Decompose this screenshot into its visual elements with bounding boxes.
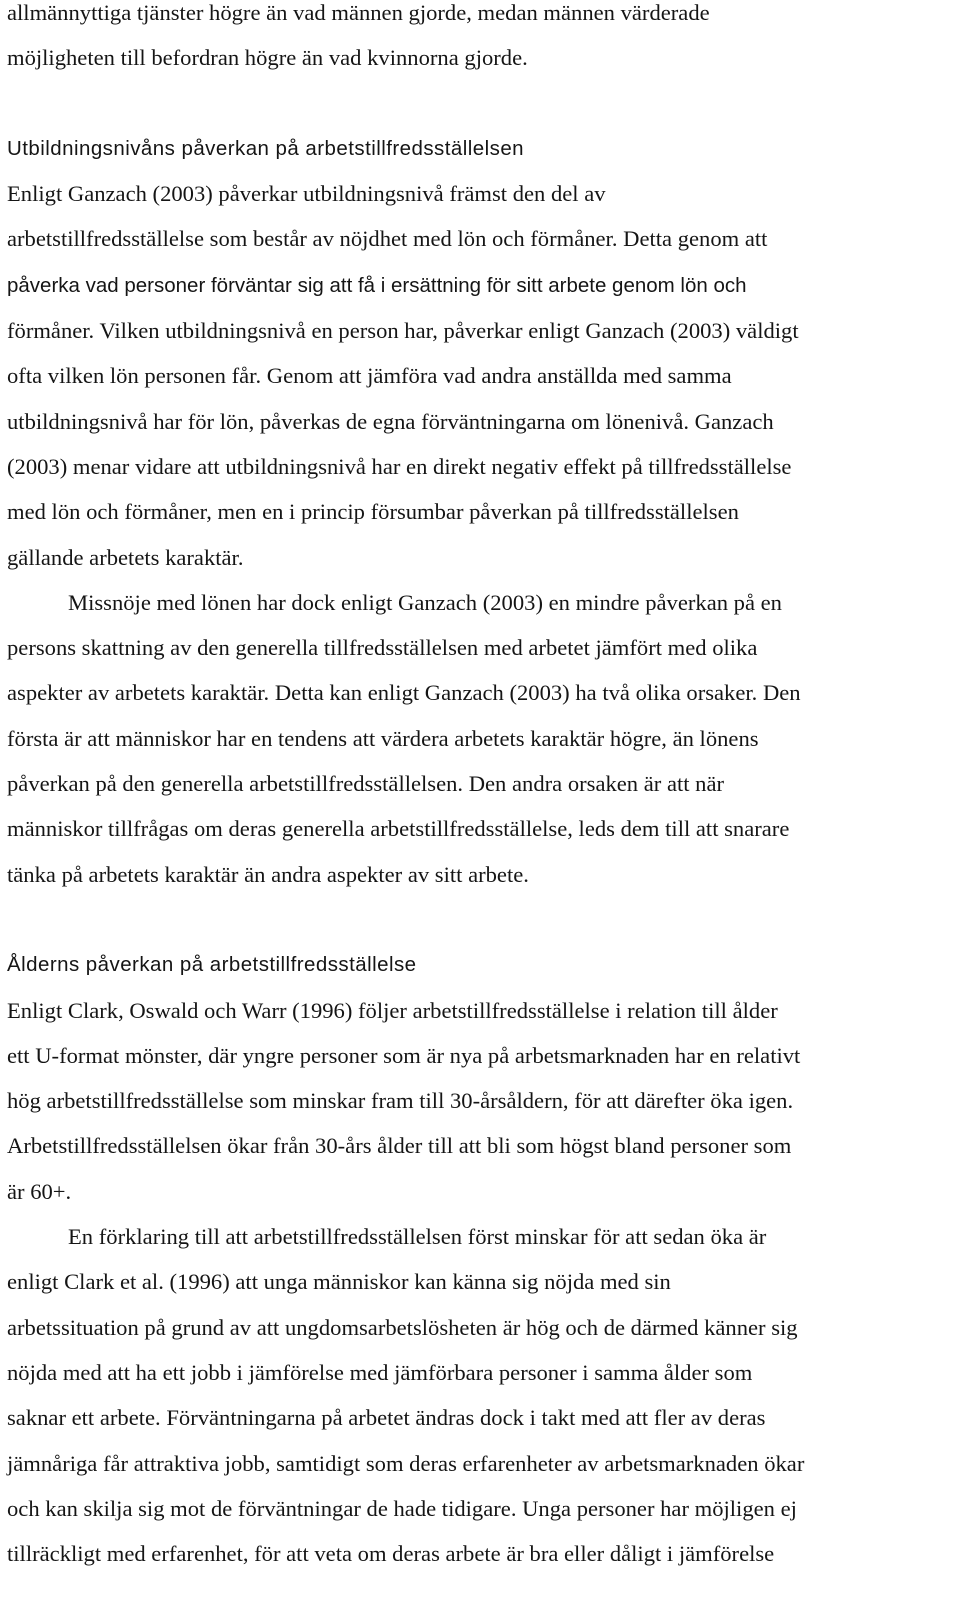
text-line: En förklaring till att arbetstillfredsställelsen först minskar för att sedan öka är bbox=[68, 1224, 767, 1250]
text-line: hög arbetstillfredsställelse som minskar fram till 30-årsåldern, för att därefter öka igen. bbox=[7, 1088, 794, 1114]
text-line: (2003) menar vidare att utbildningsnivå har en direkt negativ effekt på tillfredsställelse bbox=[7, 453, 792, 479]
text-line: och kan skilja sig mot de förväntningar de hade tidigare. Unga personer har möjligen ej bbox=[7, 1495, 797, 1521]
text-line: förmåner. Vilken utbildningsnivå en person har, påverkar enligt Ganzach (2003) väldigt bbox=[7, 318, 799, 344]
text-line: möjligheten till befordran högre än vad kvinnorna gjorde. bbox=[7, 45, 528, 71]
text-line: Arbetstillfredsställelsen ökar från 30-års ålder till att bli som högst bland personer som bbox=[7, 1133, 792, 1159]
paragraph-gap bbox=[7, 897, 952, 942]
text-line: Enligt Clark, Oswald och Warr (1996) följer arbetstillfredsställelse i relation till ålder bbox=[7, 997, 778, 1023]
text-line: tillräckligt med erfarenhet, för att veta om deras arbete är bra eller dåligt i jämförelse bbox=[7, 1541, 775, 1567]
paragraph-gap bbox=[7, 81, 952, 126]
text-line: arbetstillfredsställelse som består av nöjdhet med lön och förmåner. Detta genom att bbox=[7, 226, 768, 252]
text-line: påverkan på den generella arbetstillfredsställelsen. Den andra orsaken är att när bbox=[7, 771, 725, 797]
text-line: ofta vilken lön personen får. Genom att jämföra vad andra anställda med samma bbox=[7, 363, 732, 389]
paragraph-education-2 bbox=[7, 580, 952, 897]
text-line: saknar ett arbete. Förväntningarna på arbetet ändras dock i takt med att fler av deras bbox=[7, 1405, 766, 1431]
text-line: allmännyttiga tjänster högre än vad männen gjorde, medan männen värderade bbox=[7, 0, 710, 25]
text-line: nöjda med att ha ett jobb i jämförelse med jämförbara personer i samma ålder som bbox=[7, 1359, 753, 1385]
text-line: ett U-format mönster, där yngre personer som är nya på arbetsmarknaden har en relativt bbox=[7, 1042, 801, 1068]
text-line: är 60+. bbox=[7, 1178, 72, 1204]
paragraph-age-2 bbox=[7, 1214, 952, 1576]
section-heading-age: Ålderns påverkan på arbetstillfredsställelse bbox=[7, 953, 417, 977]
text-line: gällande arbetets karaktär. bbox=[7, 544, 244, 570]
text-line: påverka vad personer förväntar sig att få i ersättning för sitt arbete genom lön och bbox=[7, 273, 747, 297]
text-line: arbetssituation på grund av att ungdomsarbetslösheten är hög och de därmed känner sig bbox=[7, 1314, 798, 1340]
text-line: Missnöje med lönen har dock enligt Ganzach (2003) en mindre påverkan på en bbox=[68, 589, 782, 615]
document-page bbox=[7, 0, 952, 1576]
text-line: enligt Clark et al. (1996) att unga människor kan känna sig nöjda med sin bbox=[7, 1269, 671, 1295]
paragraph-continuation bbox=[7, 0, 952, 81]
text-line: första är att människor har en tendens att värdera arbetets karaktär högre, än lönens bbox=[7, 725, 759, 751]
text-line: Enligt Ganzach (2003) påverkar utbildningsnivå främst den del av bbox=[7, 181, 606, 207]
paragraph-education-1 bbox=[7, 171, 952, 580]
section-heading-education: Utbildningsnivåns påverkan på arbetstillfredsställelsen bbox=[7, 136, 525, 160]
text-line: utbildningsnivå har för lön, påverkas de egna förväntningarna om lönenivå. Ganzach bbox=[7, 408, 774, 434]
text-line: aspekter av arbetets karaktär. Detta kan enligt Ganzach (2003) ha två olika orsaker. Den bbox=[7, 680, 801, 706]
paragraph-age-1 bbox=[7, 988, 952, 1214]
text-line: människor tillfrågas om deras generella arbetstillfredsställelse, leds dem till att snarare bbox=[7, 816, 790, 842]
text-line: tänka på arbetets karaktär än andra aspekter av sitt arbete. bbox=[7, 861, 529, 887]
text-line: med lön och förmåner, men en i princip försumbar påverkan på tillfredsställelsen bbox=[7, 499, 739, 525]
text-line: persons skattning av den generella tillfredsställelsen med arbetet jämfört med olika bbox=[7, 635, 758, 661]
text-line: jämnåriga får attraktiva jobb, samtidigt som deras erfarenheter av arbetsmarknaden ökar bbox=[7, 1450, 805, 1476]
